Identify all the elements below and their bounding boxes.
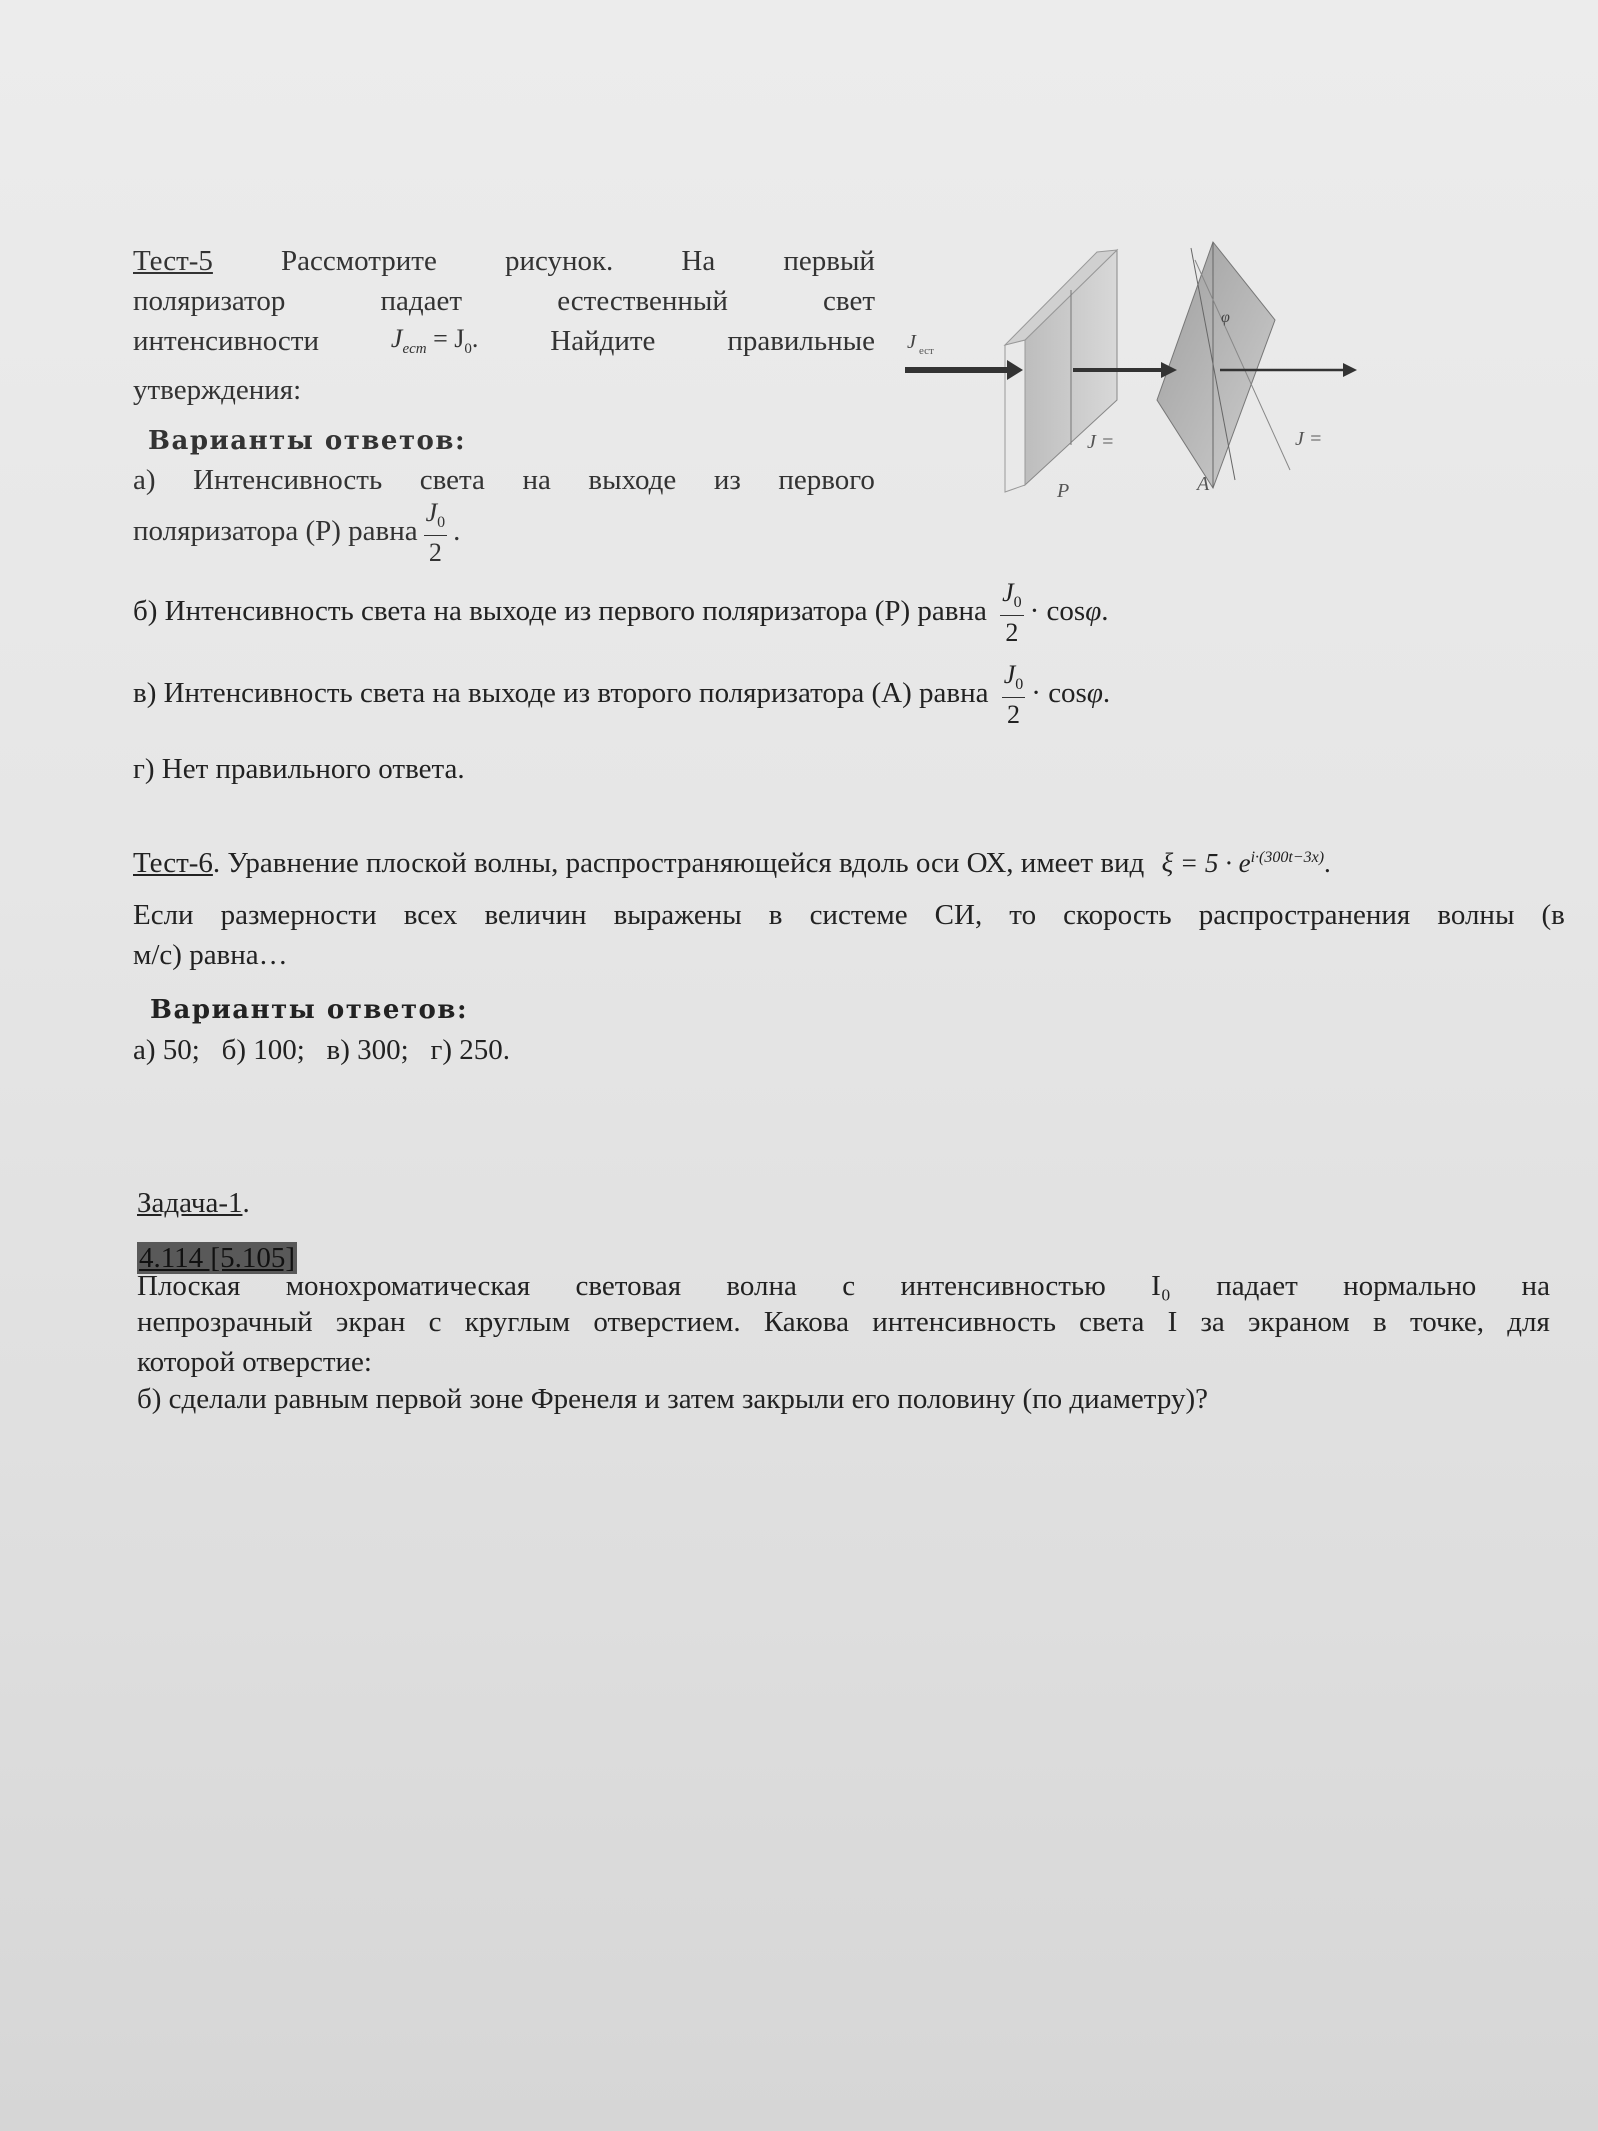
word: Если (133, 899, 194, 931)
word: интенсивности (133, 325, 319, 357)
task1-heading (137, 1187, 250, 1220)
period: . (453, 514, 461, 547)
test6-answers: а) 50; б) 100; в) 300; г) 250. (133, 1034, 511, 1066)
word: На (681, 245, 716, 277)
answer-text: б) Интенсивность света на выходе из первого поляризатора (Р) равна (133, 594, 987, 627)
cos: · cos (1029, 594, 1086, 627)
word: выходе (588, 464, 677, 496)
word: (в (1541, 899, 1565, 931)
word: рисунок. (504, 245, 614, 277)
word: системе (809, 899, 908, 931)
task-number-highlight: 4.114 [5.105] (139, 1242, 295, 1274)
test6-variants-heading: Варианты ответов: (150, 995, 469, 1025)
period: . (1102, 676, 1111, 709)
label-a: A (1197, 473, 1210, 495)
intensity-formula: $J_{ecm} = J_0$. (390, 324, 479, 358)
label-j-est: J (907, 331, 916, 353)
word: отверстием. (593, 1306, 741, 1338)
task1-line2 (137, 1304, 1550, 1340)
word: монохроматическая (285, 1270, 531, 1302)
word: в (768, 899, 783, 931)
phi: φ (1086, 676, 1103, 709)
task1-line1 (137, 1268, 1550, 1304)
word: естественный (557, 285, 728, 317)
word: Какова (763, 1306, 849, 1338)
arrow-head-out (1343, 363, 1357, 377)
test5-line3 (133, 323, 875, 359)
word: интенсивностью (900, 1270, 1106, 1302)
test6-line1 (133, 847, 1331, 880)
answer-text: поляризатора (Р) равна (133, 514, 418, 547)
word: а) (133, 464, 156, 496)
test5-label: Тест-5 (133, 245, 213, 277)
word: Рассмотрите (281, 245, 437, 277)
fraction-j0-over-2 (1000, 580, 1024, 646)
word: волна (726, 1270, 797, 1302)
frac-sub: 0 (1015, 676, 1024, 694)
label-j-right: J = (1295, 428, 1323, 450)
word: интенсивность (872, 1306, 1056, 1338)
analyzer-a (1157, 242, 1275, 488)
phi: φ (1085, 594, 1102, 627)
period: . (242, 1187, 250, 1219)
word: точке, (1409, 1306, 1485, 1338)
test5-line2 (133, 283, 875, 319)
subscript: ecm (402, 341, 427, 358)
word: из (713, 464, 741, 496)
word: круглым (464, 1306, 571, 1338)
wave-formula (1162, 848, 1331, 878)
question-text: . Уравнение плоской волны, распространяющейся вдоль оси ОХ, имеет вид (212, 847, 1145, 879)
test5-answer-g: г) Нет правильного ответа. (133, 753, 465, 785)
word: свет (823, 285, 875, 317)
frac-num: J (1003, 660, 1016, 689)
test5-answer-a-line1 (133, 462, 875, 498)
equals-j: = J (426, 324, 465, 353)
polarizer-figure (895, 230, 1375, 520)
fraction-j0-over-2 (1002, 662, 1026, 728)
test5-answer-v (133, 662, 1110, 728)
frac-num: J (425, 498, 438, 527)
word: поляризатор (133, 285, 286, 317)
word: за (1200, 1306, 1225, 1338)
task1-line4: б) сделали равным первой зоне Френеля и затем закрыли его половину (по диаметру)? (137, 1383, 1208, 1415)
word: СИ, (934, 899, 983, 931)
task1-line3: которой отверстие: (137, 1346, 372, 1378)
word: всех (403, 899, 458, 931)
subscript-zero: 0 (464, 341, 472, 358)
word: Интенсивность (193, 464, 383, 496)
word: падает (1216, 1270, 1298, 1302)
formula-exponent: i·(300t−3x) (1250, 849, 1325, 866)
test5-line1 (133, 243, 875, 279)
word: на (522, 464, 551, 496)
fraction-j0-over-2 (424, 500, 448, 566)
test6-line3: м/с) равна… (133, 939, 288, 971)
word: то (1009, 899, 1037, 931)
test6-line2 (133, 897, 1565, 933)
task-label: Задача-1 (137, 1187, 243, 1219)
cos: · cos (1031, 676, 1087, 709)
word: света (419, 464, 485, 496)
word: Плоская (137, 1270, 241, 1302)
word: скорость (1063, 899, 1172, 931)
label-j-est-sub: ест (919, 345, 934, 357)
word: с (842, 1270, 856, 1302)
label-p: P (1057, 480, 1070, 502)
test5-answer-b (133, 580, 1109, 646)
period: . (1101, 594, 1109, 627)
word: величин (484, 899, 587, 931)
word: нормально (1343, 1270, 1477, 1302)
word: экран (335, 1306, 406, 1338)
word: I₀ (1151, 1270, 1171, 1302)
test5-answer-a-line2 (133, 500, 460, 566)
word: Найдите (550, 325, 656, 357)
word: распространения (1198, 899, 1411, 931)
frac-den: 2 (428, 538, 442, 568)
formula-base: ξ = 5 · e (1161, 848, 1251, 878)
word: выражены (613, 899, 742, 931)
word: волны (1437, 899, 1515, 931)
word: первый (783, 245, 875, 277)
word: I (1167, 1306, 1178, 1338)
period: . (1324, 848, 1331, 878)
word: световая (575, 1270, 682, 1302)
word: правильные (727, 325, 875, 357)
word: для (1507, 1306, 1550, 1338)
test5-line4: утверждения: (133, 374, 302, 406)
test6-label: Тест-6 (133, 847, 213, 879)
word: экраном (1248, 1306, 1350, 1338)
word: первого (778, 464, 875, 496)
symbol-j: J (390, 324, 403, 353)
frac-sub: 0 (1013, 594, 1022, 612)
frac-sub: 0 (437, 514, 446, 532)
word: размерности (220, 899, 377, 931)
word: с (428, 1306, 442, 1338)
label-phi: φ (1221, 309, 1230, 326)
word: света (1079, 1306, 1145, 1338)
label-j-mid: J = (1087, 431, 1115, 453)
word: падает (380, 285, 463, 317)
frac-den: 2 (1007, 700, 1020, 730)
answer-text: в) Интенсивность света на выходе из второго поляризатора (А) равна (133, 676, 989, 709)
frac-num: J (1002, 578, 1014, 607)
word: на (1521, 1270, 1550, 1302)
word: в (1373, 1306, 1387, 1338)
word: непрозрачный (137, 1306, 313, 1338)
frac-den: 2 (1005, 618, 1019, 648)
test5-variants-heading: Варианты ответов: (148, 426, 467, 456)
